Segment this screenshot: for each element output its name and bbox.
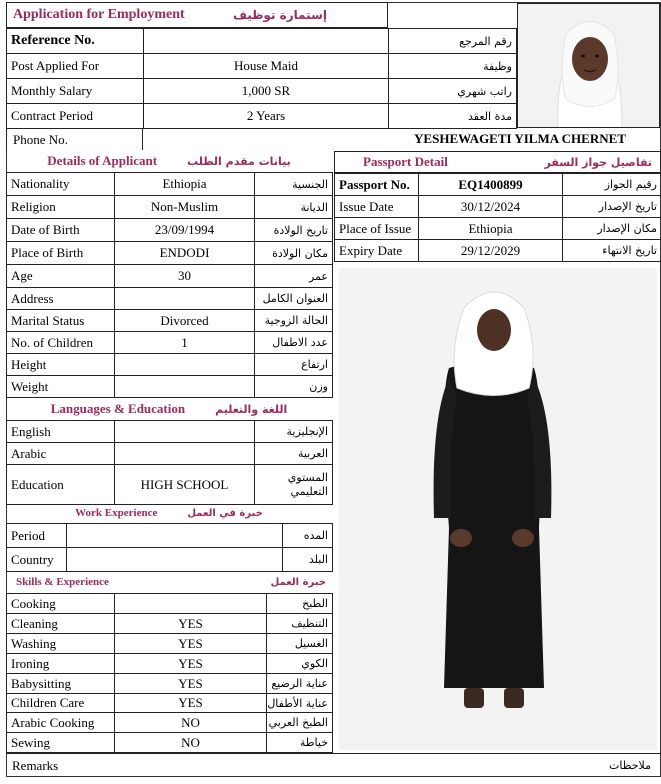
- contract-label: Contract Period: [7, 104, 144, 129]
- table-cell: YES: [115, 614, 267, 634]
- table-row: [7, 242, 333, 265]
- table-row: [7, 654, 333, 674]
- form-header: [6, 2, 388, 28]
- table-row: [335, 174, 661, 196]
- skills-title-en: Skills & Experience: [16, 576, 109, 588]
- table-cell: ENDODI: [115, 242, 255, 265]
- table-row: [7, 196, 333, 219]
- salary-value: 1,000 SR: [144, 79, 389, 104]
- table-cell: No. of Children: [7, 332, 115, 354]
- table-row: [7, 634, 333, 654]
- remarks-label-ar: ملاحظات: [609, 759, 651, 772]
- table-cell: Place of Birth: [7, 242, 115, 265]
- table-cell: العنوان الكامل: [255, 288, 333, 310]
- salary-label: Monthly Salary: [7, 79, 144, 104]
- table-row: [7, 713, 333, 733]
- table-cell: Sewing: [7, 733, 115, 753]
- table-cell: الحالة الزوجية: [255, 310, 333, 332]
- table-cell: Issue Date: [335, 196, 419, 218]
- table-cell: العربية: [255, 443, 333, 465]
- applicant-title-ar: بيانات مقدم الطلب: [187, 154, 291, 168]
- table-row: [7, 594, 333, 614]
- table-cell: مكان الإصدار: [563, 218, 661, 240]
- table-cell: Ironing: [7, 654, 115, 674]
- table-cell: تاريخ الولادة: [255, 219, 333, 242]
- table-cell: Divorced: [115, 310, 255, 332]
- table-cell: Cooking: [7, 594, 115, 614]
- table-cell: YES: [115, 654, 267, 674]
- person-icon: [339, 268, 657, 750]
- table-cell: Religion: [7, 196, 115, 219]
- table-cell: 30: [115, 265, 255, 288]
- table-row: [7, 421, 333, 443]
- phone-label: Phone No.: [6, 128, 143, 150]
- table-row: [7, 548, 333, 572]
- table-cell: تاريخ الإصدار: [563, 196, 661, 218]
- table-cell: التنظيف: [267, 614, 333, 634]
- reference-value: [144, 29, 389, 54]
- work-table: [6, 523, 333, 572]
- post-label: Post Applied For: [7, 54, 144, 79]
- work-title-en: Work Experience: [75, 507, 158, 519]
- work-section-header: [6, 504, 332, 522]
- table-cell: المده: [283, 524, 333, 548]
- table-cell: عمر: [255, 265, 333, 288]
- table-row: [335, 218, 661, 240]
- skills-section-header: [6, 573, 332, 591]
- table-cell: Education: [7, 465, 115, 505]
- applicant-table: [6, 172, 333, 398]
- full-body-photo: [339, 268, 657, 750]
- table-row: [7, 674, 333, 694]
- form-title-en: Application for Employment: [13, 7, 185, 22]
- table-cell: [67, 524, 283, 548]
- table-cell: الغسيل: [267, 634, 333, 654]
- contract-value: 2 Years: [144, 104, 389, 129]
- post-label-ar: وظيفة: [389, 54, 517, 79]
- table-cell: [115, 376, 255, 398]
- work-title-ar: خبرة في العمل: [187, 507, 263, 519]
- table-cell: Passport No.: [335, 174, 419, 196]
- table-row: [7, 54, 517, 79]
- applicant-title-en: Details of Applicant: [47, 153, 158, 168]
- table-cell: Weight: [7, 376, 115, 398]
- reference-label-ar: رقم المرجع: [389, 29, 517, 54]
- salary-label-ar: راتب شهري: [389, 79, 517, 104]
- table-row: [7, 376, 333, 398]
- table-cell: Place of Issue: [335, 218, 419, 240]
- skills-title-ar: خبرة العمل: [270, 576, 326, 588]
- table-cell: Children Care: [7, 694, 115, 713]
- table-cell: NO: [115, 733, 267, 753]
- table-cell: YES: [115, 674, 267, 694]
- table-cell: Ethiopia: [115, 173, 255, 196]
- portrait-icon: [518, 4, 660, 128]
- table-cell: وزن: [255, 376, 333, 398]
- table-row: [7, 614, 333, 634]
- table-row: [7, 265, 333, 288]
- table-cell: [115, 421, 255, 443]
- table-cell: الجنسية: [255, 173, 333, 196]
- table-cell: Nationality: [7, 173, 115, 196]
- table-row: [7, 443, 333, 465]
- table-cell: عناية الرضيع: [267, 674, 333, 694]
- table-cell: ارتفاع: [255, 354, 333, 376]
- table-cell: Height: [7, 354, 115, 376]
- table-cell: Cleaning: [7, 614, 115, 634]
- table-row: [7, 79, 517, 104]
- table-cell: Address: [7, 288, 115, 310]
- passport-section-header: [334, 151, 661, 173]
- table-cell: YES: [115, 634, 267, 654]
- table-cell: Marital Status: [7, 310, 115, 332]
- table-cell: تاريخ الانتهاء: [563, 240, 661, 262]
- remarks-label: Remarks: [12, 757, 59, 773]
- table-cell: الطبخ العربي: [267, 713, 333, 733]
- passport-title-en: Passport Detail: [363, 154, 448, 169]
- portrait-photo: [517, 3, 660, 128]
- table-cell: YES: [115, 694, 267, 713]
- table-row: [7, 310, 333, 332]
- table-row: [7, 219, 333, 242]
- table-row: [7, 354, 333, 376]
- form-title-ar: إستمارة توظيف: [232, 8, 327, 22]
- table-cell: Age: [7, 265, 115, 288]
- table-cell: رقيم الجواز: [563, 174, 661, 196]
- table-cell: Date of Birth: [7, 219, 115, 242]
- table-cell: Expiry Date: [335, 240, 419, 262]
- table-row: [335, 196, 661, 218]
- languages-title-ar: اللغة والتعليم: [215, 402, 288, 416]
- passport-table: [334, 173, 661, 262]
- contract-label-ar: مدة العقد: [389, 104, 517, 129]
- table-cell: Arabic Cooking: [7, 713, 115, 733]
- table-cell: EQ1400899: [419, 174, 563, 196]
- languages-section-header: [6, 398, 332, 420]
- table-row: [7, 524, 333, 548]
- table-cell: Period: [7, 524, 67, 548]
- table-cell: الديانة: [255, 196, 333, 219]
- table-row: [7, 288, 333, 310]
- table-row: [335, 240, 661, 262]
- table-row: [7, 332, 333, 354]
- languages-table: [6, 420, 333, 505]
- table-cell: الإنجليزية: [255, 421, 333, 443]
- table-cell: مكان الولادة: [255, 242, 333, 265]
- table-cell: خياطة: [267, 733, 333, 753]
- table-cell: [115, 288, 255, 310]
- languages-title-en: Languages & Education: [50, 401, 186, 416]
- table-row: [7, 29, 517, 54]
- table-row: [7, 694, 333, 713]
- table-cell: Arabic: [7, 443, 115, 465]
- applicant-section-header: [6, 150, 332, 172]
- remarks-row: [6, 753, 661, 777]
- table-cell: HIGH SCHOOL: [115, 465, 255, 505]
- table-cell: 1: [115, 332, 255, 354]
- table-cell: الطبخ: [267, 594, 333, 614]
- table-cell: الكوي: [267, 654, 333, 674]
- table-cell: 23/09/1994: [115, 219, 255, 242]
- table-cell: Non-Muslim: [115, 196, 255, 219]
- skills-table: [6, 593, 333, 753]
- table-cell: Babysitting: [7, 674, 115, 694]
- table-cell: [115, 443, 255, 465]
- table-row: [7, 465, 333, 505]
- table-cell: عناية الأطفال: [267, 694, 333, 713]
- table-cell: Country: [7, 548, 67, 572]
- table-cell: عدد الاطفال: [255, 332, 333, 354]
- table-row: [7, 173, 333, 196]
- table-cell: 30/12/2024: [419, 196, 563, 218]
- table-cell: Ethiopia: [419, 218, 563, 240]
- table-cell: [115, 594, 267, 614]
- table-cell: [115, 354, 255, 376]
- table-cell: Washing: [7, 634, 115, 654]
- passport-title-ar: تفاصيل جواز السفر: [544, 155, 652, 169]
- top-info-table: [6, 28, 517, 129]
- applicant-name: YESHEWAGETI YILMA CHERNET: [414, 131, 626, 146]
- table-cell: NO: [115, 713, 267, 733]
- table-cell: المستوي التعليمي: [255, 465, 333, 505]
- table-cell: 29/12/2029: [419, 240, 563, 262]
- table-cell: English: [7, 421, 115, 443]
- table-cell: البلد: [283, 548, 333, 572]
- post-value: House Maid: [144, 54, 389, 79]
- table-row: [7, 104, 517, 129]
- reference-label: Reference No.: [7, 29, 144, 54]
- table-cell: [67, 548, 283, 572]
- table-row: [7, 733, 333, 753]
